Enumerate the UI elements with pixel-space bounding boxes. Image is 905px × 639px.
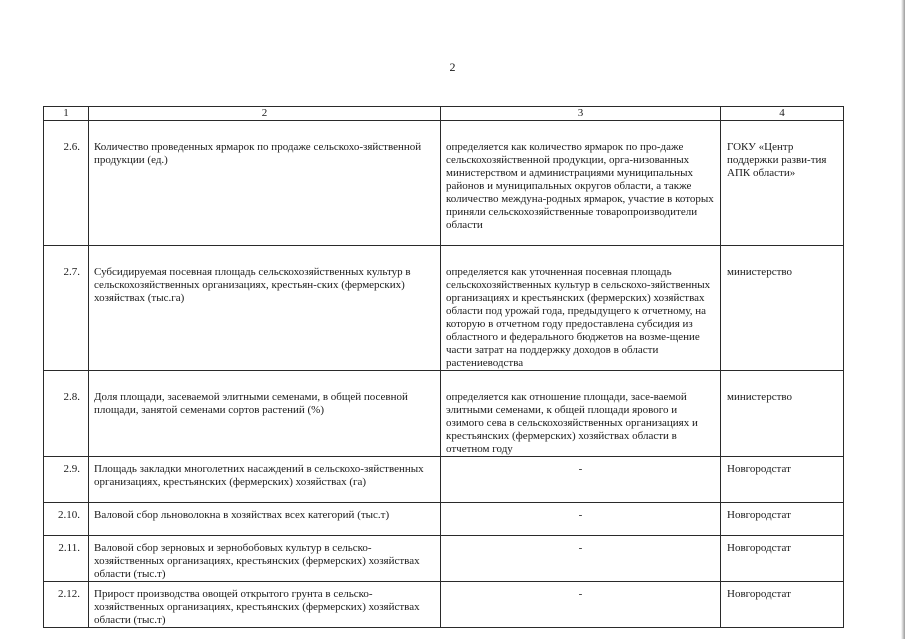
row-number: 2.12.: [44, 582, 89, 628]
table-row: [44, 121, 844, 246]
row-number: 2.10.: [44, 503, 89, 536]
column-header-3: 3: [441, 107, 721, 121]
indicator-name: Количество проведенных ярмарок по продаже сельскохо-зяйственной продукции (ед.): [89, 121, 441, 246]
indicator-name: Площадь закладки многолетних насаждений в сельскохо-зяйственных организациях, крестьянских (фермерских) хозяйствах (га): [89, 457, 441, 503]
indicators-table: [43, 106, 844, 628]
table-row: [44, 536, 844, 582]
data-source: Новгородстат: [721, 582, 844, 628]
indicator-name: Валовой сбор льноволокна в хозяйствах всех категорий (тыс.т): [89, 503, 441, 536]
indicator-name: Валовой сбор зерновых и зернобобовых культур в сельско-хозяйственных организациях, крестьянских (фермерских) хозяйствах области (тыс.т): [89, 536, 441, 582]
table-row: [44, 582, 844, 628]
data-source: Новгородстат: [721, 457, 844, 503]
table-row: [44, 457, 844, 503]
row-number: 2.7.: [44, 246, 89, 371]
table-header-row: [44, 107, 844, 121]
data-source: Новгородстат: [721, 536, 844, 582]
indicator-name: Субсидируемая посевная площадь сельскохозяйственных культур в сельскохозяйственных организациях, крестьян-ских (фермерских) хозяйствах (тыс.га): [89, 246, 441, 371]
data-source: министерство: [721, 371, 844, 457]
row-number: 2.6.: [44, 121, 89, 246]
calculation-method: -: [441, 582, 721, 628]
calculation-method: -: [441, 536, 721, 582]
column-header-4: 4: [721, 107, 844, 121]
data-source: ГОКУ «Центр поддержки разви-тия АПК области»: [721, 121, 844, 246]
scan-edge-shadow: [901, 0, 905, 639]
column-header-2: 2: [89, 107, 441, 121]
calculation-method: определяется как количество ярмарок по про-даже сельскохозяйственной продукции, орга-низованных министерством и администрациями муниципальных районов и муниципальных округов области, а также количество междуна-родных ярмарок, участие в которых приняли сельскохозяйственные товаропроизводители области: [441, 121, 721, 246]
calculation-method: определяется как уточненная посевная площадь сельскохозяйственных культур в сельскохо-зяйственных организациях и крестьянских (фермерских) хозяйствах области под урожай года, предыдущего к отчетному, на которую в отчетном году предоставлена субсидия из областного и федерального бюджетов на возме-щение части затрат на поддержку доходов в области растениеводства: [441, 246, 721, 371]
data-source: Новгородстат: [721, 503, 844, 536]
indicator-name: Прирост производства овощей открытого грунта в сельско-хозяйственных организациях, крестьянских (фермерских) хозяйствах области (тыс.т): [89, 582, 441, 628]
indicator-name: Доля площади, засеваемой элитными семенами, в общей посевной площади, занятой семенами сортов растений (%): [89, 371, 441, 457]
table-row: [44, 246, 844, 371]
calculation-method: -: [441, 457, 721, 503]
column-header-1: 1: [44, 107, 89, 121]
data-source: министерство: [721, 246, 844, 371]
table-row: [44, 503, 844, 536]
row-number: 2.11.: [44, 536, 89, 582]
table-row: [44, 371, 844, 457]
calculation-method: -: [441, 503, 721, 536]
row-number: 2.9.: [44, 457, 89, 503]
calculation-method: определяется как отношение площади, засе-ваемой элитными семенами, к общей площади ярового и озимого сева в сельскохозяйственных организациях и крестьянских (фермерских) хозяйствах области в отчетном году: [441, 371, 721, 457]
page-number: 2: [449, 60, 456, 74]
row-number: 2.8.: [44, 371, 89, 457]
